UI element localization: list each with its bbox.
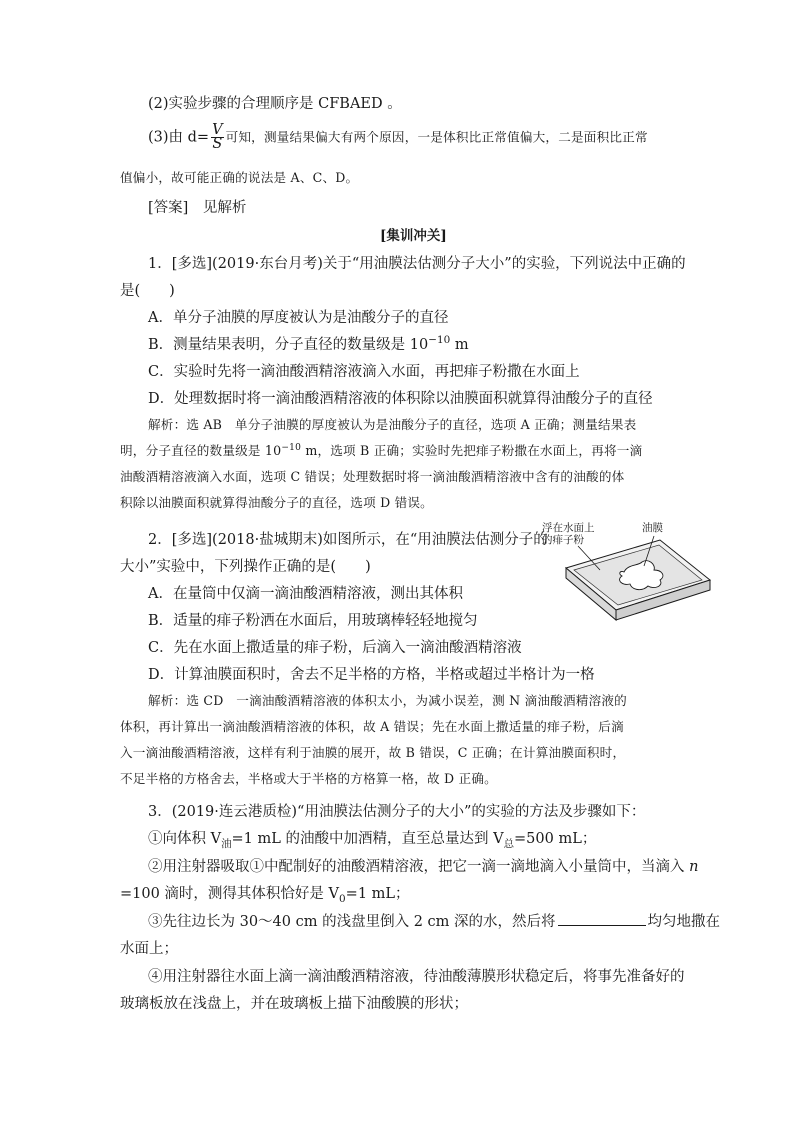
q1-option-a: A．单分子油膜的厚度被认为是油酸分子的直径 [148,310,449,326]
powder-label-line2: 的痱子粉 [542,534,584,546]
section-header: [集训冲关] [380,228,447,244]
q1-solution-line4: 积除以油膜面积就算得油酸分子的直径，选项 D 错误。 [120,495,433,510]
q2-solution-line1: 解析：选 CD 一滴油酸酒精溶液的体积太小，为减小误差，测 N 滴油酸酒精溶液的 [148,693,627,708]
oil-film-label: 油膜 [642,522,663,534]
q1-option-c: C．实验时先将一滴油酸酒精溶液滴入水面，再把痱子粉撒在水面上 [148,364,580,380]
q2-option-a: A．在量筒中仅滴一滴油酸酒精溶液，测出其体积 [148,586,463,602]
q2-option-c: C．先在水面上撒适量的痱子粉，后滴入一滴油酸酒精溶液 [148,640,522,656]
q3-step4-line1: ④用注射器往水面上滴一滴油酸酒精溶液，待油酸薄膜形状稳定后，将事先准备好的 [148,969,685,985]
q1-stem-line1: 1．[多选](2019·东台月考)关于“用油膜法估测分子大小”的实验，下列说法中正确的 [148,256,686,272]
q2-option-b: B．适量的痱子粉洒在水面后，用玻璃棒轻轻地搅匀 [148,613,478,629]
q1-solution-line3: 油酸酒精溶液滴入水面，选项 C 错误；处理数据时将一滴油酸酒精溶液中含有的油酸的体 [120,469,625,484]
q1-solution-line1: 解析：选 AB 单分子油膜的厚度被认为是油酸分子的直径，选项 A 正确；测量结果表 [148,417,637,432]
q3-step2-line1: ②用注射器吸取①中配制好的油酸酒精溶液，把它一滴一滴地滴入小量筒中，当滴入 n [148,859,699,875]
q3-step3-line2: 水面上； [120,941,178,957]
q2-solution-line4: 不足半格的方格舍去，半格或大于半格的方格算一格，故 D 正确。 [120,771,497,786]
q1-solution-line2: 明，分子直径的数量级是 $10^{-10}$ m，选项 B 正确；实验时先把痱子粉撒在水面上，再将一滴 [120,442,643,458]
fill-in-blank[interactable] [558,911,646,926]
q2-stem-line2: 大小”实验中，下列操作正确的是( ) [120,559,371,575]
q3-step1: ①向体积 $V_油=1$ mL 的油酸中加酒精，直至总量达到 $V_总=500$ mL； [148,831,597,850]
formula-line-2: 值偏小，故可能正确的说法是 A、C、D。 [120,170,359,185]
q2-option-d: D．计算油膜面积时，舍去不足半格的方格，半格或超过半格计为一格 [148,667,595,683]
q3-stem: 3．(2019·连云港质检)“用油膜法估测分子的大小”的实验的方法及步骤如下： [148,804,646,820]
q1-option-d: D．处理数据时将一滴油酸酒精溶液的体积除以油膜面积就算得油酸分子的直径 [148,391,653,407]
q1-stem-line2: 是( ) [120,283,175,299]
step-order-line: (2)实验步骤的合理顺序是 CFBAED 。 [148,96,402,112]
q1-option-b: B．测量结果表明，分子直径的数量级是 $10^{-10}$ m [148,334,469,353]
q3-step2-line2: =100 滴时，测得其体积恰好是 $V_0=1$ mL； [120,886,410,905]
formula-line: (3)由 d= $\frac{V}{S}$ 可知，测量结果偏大有两个原因，一是体积比正常值偏大，二是面积比正常 [148,122,648,152]
q2-solution-line3: 入一滴油酸酒精溶液，这样有利于油膜的展开，故 B 错误，C 正确；在计算油膜面积时， [120,745,626,760]
q2-solution-line2: 体积，再计算出一滴油酸酒精溶液的体积，故 A 错误；先在水面上撒适量的痱子粉，后滴 [120,719,624,734]
q3-step3-line1: ③先往边长为 30～40 cm 的浅盘里倒入 2 cm 深的水，然后将 均匀地撒在 [148,910,720,931]
q2-stem-line1: 2．[多选](2018·盐城期末)如图所示，在“用油膜法估测分子的 [148,532,548,548]
oil-film-tray-figure [538,524,714,634]
volume-over-area-fraction: $\frac{V}{S}$ [212,122,223,152]
powder-label-line1: 浮在水面上 [542,522,595,534]
q3-step4-line2: 玻璃板放在浅盘上，并在玻璃板上描下油酸膜的形状； [120,996,468,1012]
answer-label: [答案] 见解析 [148,200,247,216]
